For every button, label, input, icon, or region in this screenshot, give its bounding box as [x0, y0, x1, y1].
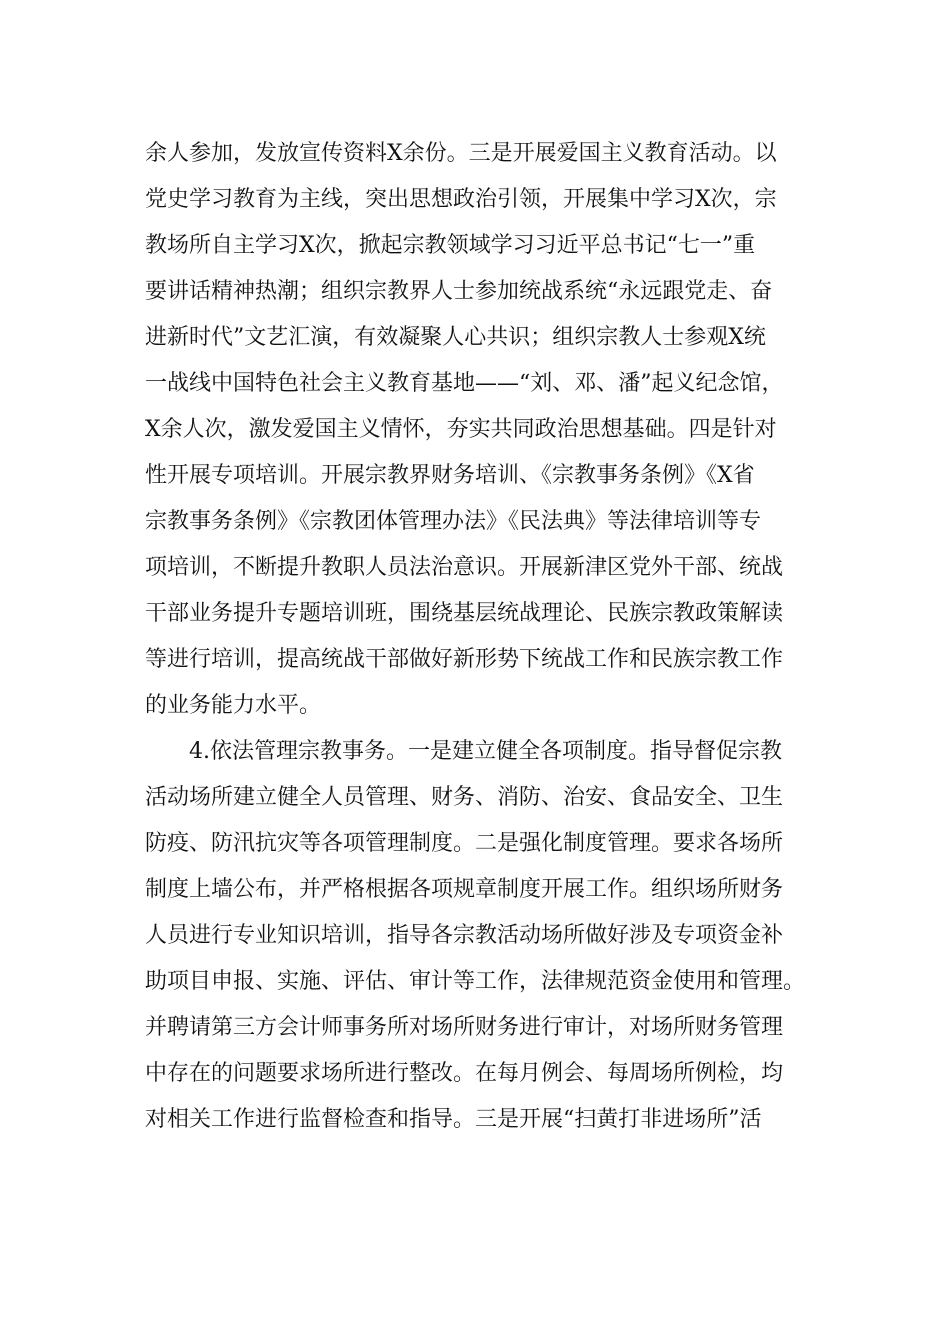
- text-line: 对相关工作进行监督检查和指导。三是开展“扫黄打非进场所”活: [145, 1107, 762, 1132]
- text-line: 等进行培训，提高统战干部做好新形势下统战工作和民族宗教工作: [145, 647, 784, 672]
- text-line: 制度上墙公布，并严格根据各项规章制度开展工作。组织场所财务: [145, 877, 784, 902]
- text-line: 的业务能力水平。: [145, 693, 322, 718]
- paragraph-heading-line: 4.依法管理宗教事务。一是建立健全各项制度。指导督促宗教: [189, 739, 782, 764]
- text-line: 活动场所建立健全人员管理、财务、消防、治安、食品安全、卫生: [145, 785, 784, 810]
- text-line: 宗教事务条例》《宗教团体管理办法》《民法典》等法律培训等专: [145, 509, 762, 534]
- text-line: 中存在的问题要求场所进行整改。在每月例会、每周场所例检，均: [145, 1061, 784, 1086]
- text-line: 助项目申报、实施、评估、审计等工作，法律规范资金使用和管理。: [145, 969, 806, 994]
- text-line: X余人次，激发爱国主义情怀，夯实共同政治思想基础。四是针对: [145, 417, 777, 442]
- text-line: 性开展专项培训。开展宗教界财务培训、《宗教事务条例》《X省: [145, 463, 755, 488]
- text-line: 项培训，不断提升教职人员法治意识。开展新津区党外干部、统战: [145, 555, 784, 580]
- text-line: 并聘请第三方会计师事务所对场所财务进行审计，对场所财务管理: [145, 1015, 784, 1040]
- text-line: 教场所自主学习X次，掀起宗教领域学习习近平总书记“七一”重: [145, 233, 756, 258]
- text-line: 要讲话精神热潮；组织宗教界人士参加统战系统“永远跟党走、奋: [145, 279, 773, 304]
- text-line: 余人参加，发放宣传资料X余份。三是开展爱国主义教育活动。以: [145, 141, 777, 166]
- text-line: 干部业务提升专题培训班，围绕基层统战理论、民族宗教政策解读: [145, 601, 784, 626]
- text-line: 防疫、防汛抗灾等各项管理制度。二是强化制度管理。要求各场所: [145, 831, 784, 856]
- text-line: 进新时代”文艺汇演，有效凝聚人心共识；组织宗教人士参观X统: [145, 325, 766, 350]
- text-line: 党史学习教育为主线，突出思想政治引领，开展集中学习X次，宗: [145, 187, 777, 212]
- text-line: 人员进行专业知识培训，指导各宗教活动场所做好涉及专项资金补: [145, 923, 784, 948]
- text-line: 一战线中国特色社会主义教育基地——“刘、邓、潘”起义纪念馆，: [145, 371, 784, 396]
